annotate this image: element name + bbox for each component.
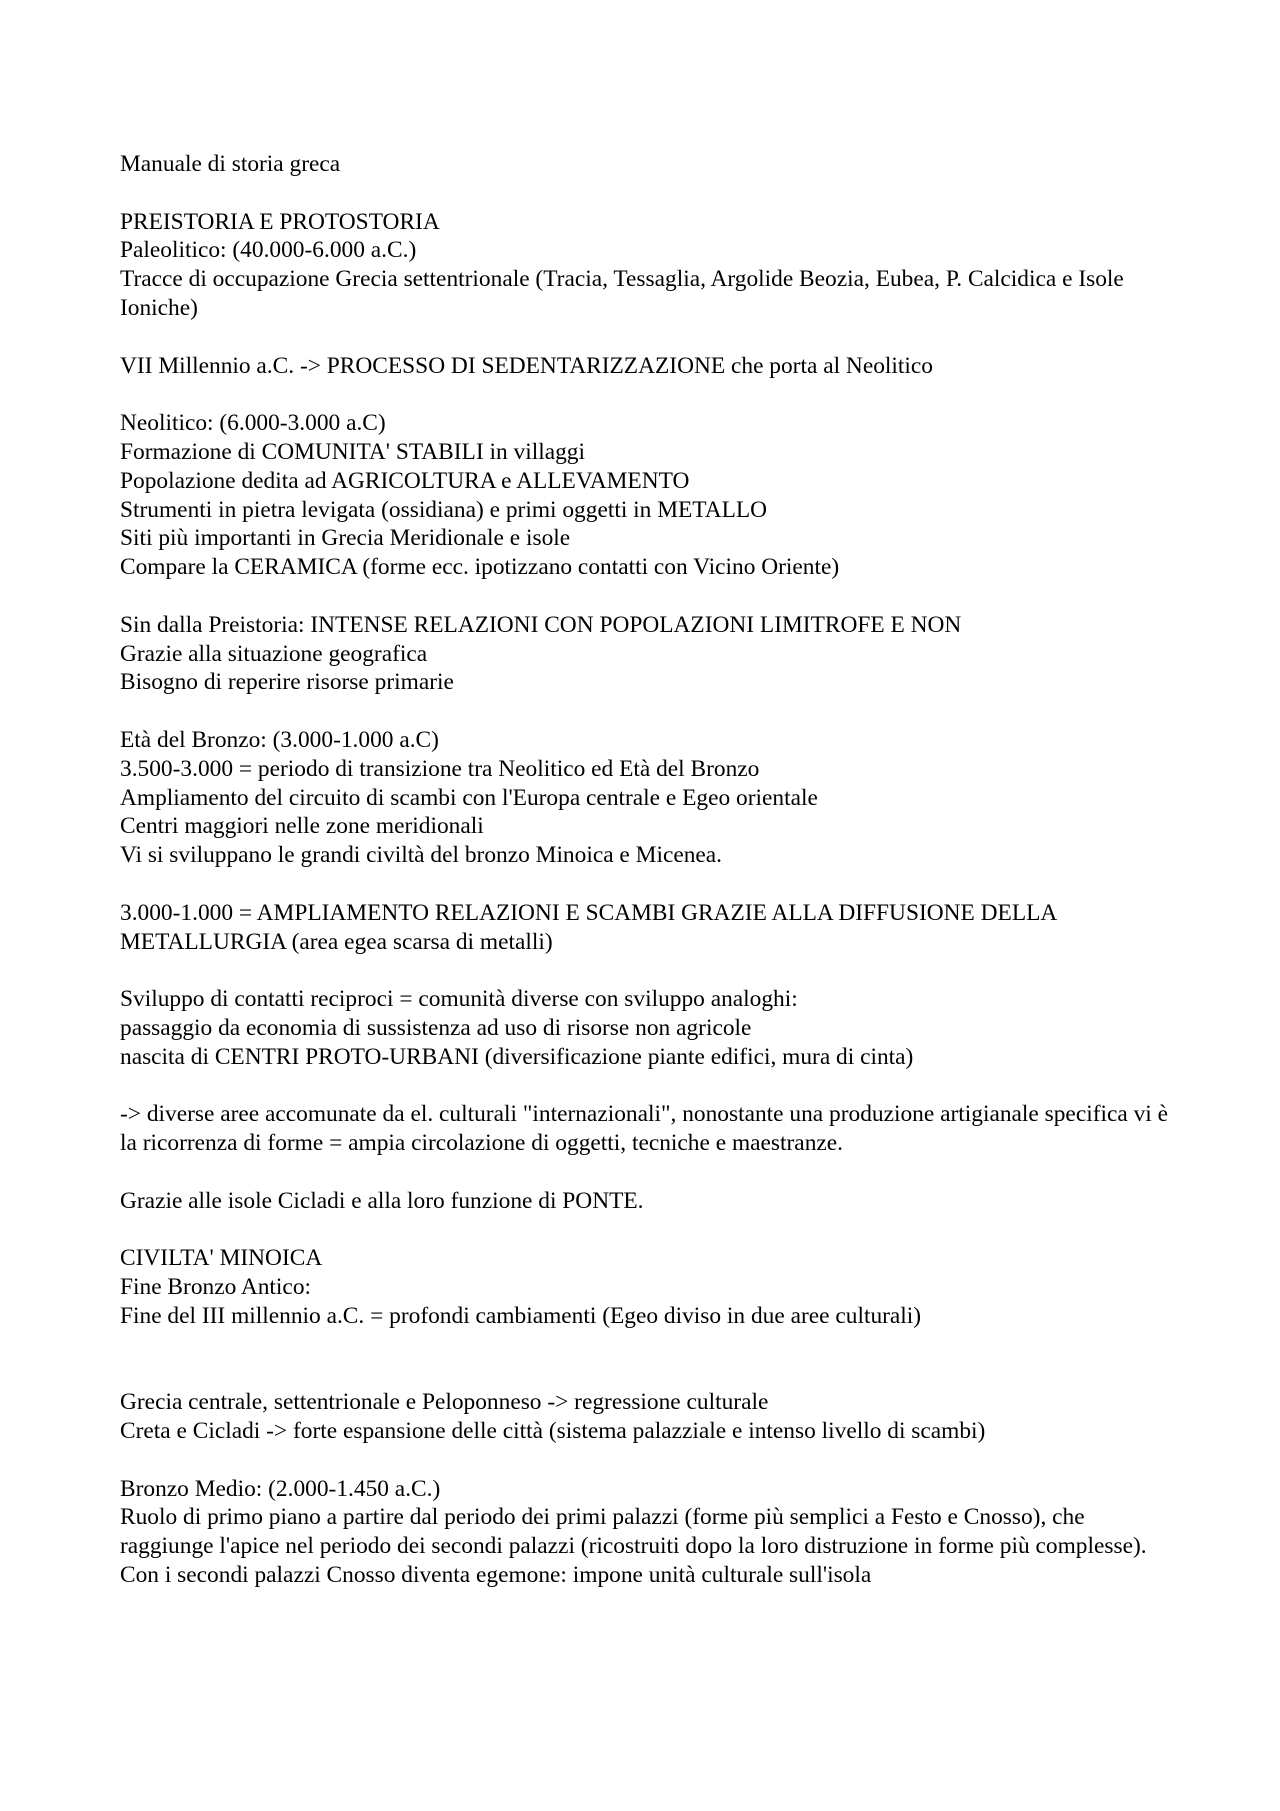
text-line: Siti più importanti in Grecia Meridionale e isole bbox=[120, 525, 571, 552]
text-line: Fine del III millennio a.C. = profondi cambiamenti (Egeo diviso in due aree culturali) bbox=[120, 1302, 922, 1329]
paragraph-relazioni bbox=[120, 611, 1170, 697]
paragraph-sedentarizzazione bbox=[120, 352, 1170, 381]
text-line: Ruolo di primo piano a partire dal periodo dei primi palazzi (forme più semplici a Festo e Cnosso), che raggiunge l'apice nel periodo dei secondi palazzi (ricostruiti dopo la loro distruzione in forme più complesse). bbox=[120, 1504, 1147, 1560]
paragraph-preistoria bbox=[120, 208, 1170, 323]
paragraph-bronzo bbox=[120, 726, 1170, 870]
text-line: Compare la CERAMICA (forme ecc. ipotizzano contatti con Vicino Oriente) bbox=[120, 554, 840, 581]
text-line: Età del Bronzo: (3.000-1.000 a.C) bbox=[120, 726, 439, 753]
paragraph-metallurgia bbox=[120, 899, 1170, 957]
document-title bbox=[120, 150, 1170, 179]
text-line: Neolitico: (6.000-3.000 a.C) bbox=[120, 410, 386, 437]
paragraph-contatti bbox=[120, 985, 1170, 1071]
text-line: Popolazione dedita ad AGRICOLTURA e ALLEVAMENTO bbox=[120, 467, 690, 494]
text-line: Grazie alla situazione geografica bbox=[120, 640, 428, 667]
text-line: Grecia centrale, settentrionale e Peloponneso -> regressione culturale bbox=[120, 1389, 769, 1416]
text-line: Manuale di storia greca bbox=[120, 151, 341, 177]
text-line: passaggio da economia di sussistenza ad uso di risorse non agricole bbox=[120, 1014, 752, 1041]
document-body bbox=[120, 150, 1170, 1619]
text-line: Ampliamento del circuito di scambi con l'Europa centrale e Egeo orientale bbox=[120, 784, 818, 811]
text-line: Paleolitico: (40.000-6.000 a.C.) bbox=[120, 237, 417, 264]
paragraph-internazionali bbox=[120, 1100, 1170, 1158]
text-line: Centri maggiori nelle zone meridionali bbox=[120, 813, 484, 840]
text-line: Sin dalla Preistoria: INTENSE RELAZIONI CON POPOLAZIONI LIMITROFE E NON bbox=[120, 611, 962, 638]
paragraph-minoica bbox=[120, 1244, 1170, 1330]
text-line: -> diverse aree accomunate da el. culturali "internazionali", nonostante una produzione artigianale specifica vi è la ricorrenza di forme = ampia circolazione di oggetti, tecniche e maestranze. bbox=[120, 1101, 1169, 1157]
text-line: VII Millennio a.C. -> PROCESSO DI SEDENTARIZZAZIONE che porta al Neolitico bbox=[120, 352, 933, 379]
text-line: Bisogno di reperire risorse primarie bbox=[120, 669, 454, 696]
text-line: Tracce di occupazione Grecia settentrionale (Tracia, Tessaglia, Argolide Beozia, Eubea, P. Calcidica e Isole Ioniche) bbox=[120, 266, 1124, 321]
text-line: 3.500-3.000 = periodo di transizione tra Neolitico ed Età del Bronzo bbox=[120, 755, 760, 782]
text-line: Bronzo Medio: (2.000-1.450 a.C.) bbox=[120, 1475, 441, 1502]
text-line: Sviluppo di contatti reciproci = comunità diverse con sviluppo analoghi: bbox=[120, 986, 798, 1013]
text-line: 3.000-1.000 = AMPLIAMENTO RELAZIONI E SCAMBI GRAZIE ALLA DIFFUSIONE DELLA METALLURGIA (area egea scarsa di metalli) bbox=[120, 899, 1057, 955]
text-line: Formazione di COMUNITA' STABILI in villaggi bbox=[120, 438, 585, 465]
text-line: Con i secondi palazzi Cnosso diventa egemone: impone unità culturale sull'isola bbox=[120, 1562, 872, 1589]
paragraph-bronzo-medio bbox=[120, 1475, 1170, 1590]
text-line: nascita di CENTRI PROTO-URBANI (diversificazione piante edifici, mura di cinta) bbox=[120, 1043, 914, 1070]
paragraph-aree-culturali bbox=[120, 1388, 1170, 1446]
paragraph-neolitico bbox=[120, 409, 1170, 582]
section-heading: PREISTORIA E PROTOSTORIA bbox=[120, 208, 440, 235]
text-line: Fine Bronzo Antico: bbox=[120, 1274, 312, 1301]
text-line: Creta e Cicladi -> forte espansione delle città (sistema palazziale e intenso livello di scambi) bbox=[120, 1418, 986, 1445]
text-line: Strumenti in pietra levigata (ossidiana) e primi oggetti in METALLO bbox=[120, 496, 768, 523]
paragraph-cicladi bbox=[120, 1187, 1170, 1216]
text-line: Vi si sviluppano le grandi civiltà del bronzo Minoica e Micenea. bbox=[120, 842, 723, 869]
section-heading: CIVILTA' MINOICA bbox=[120, 1245, 323, 1272]
text-line: Grazie alle isole Cicladi e alla loro funzione di PONTE. bbox=[120, 1187, 644, 1214]
